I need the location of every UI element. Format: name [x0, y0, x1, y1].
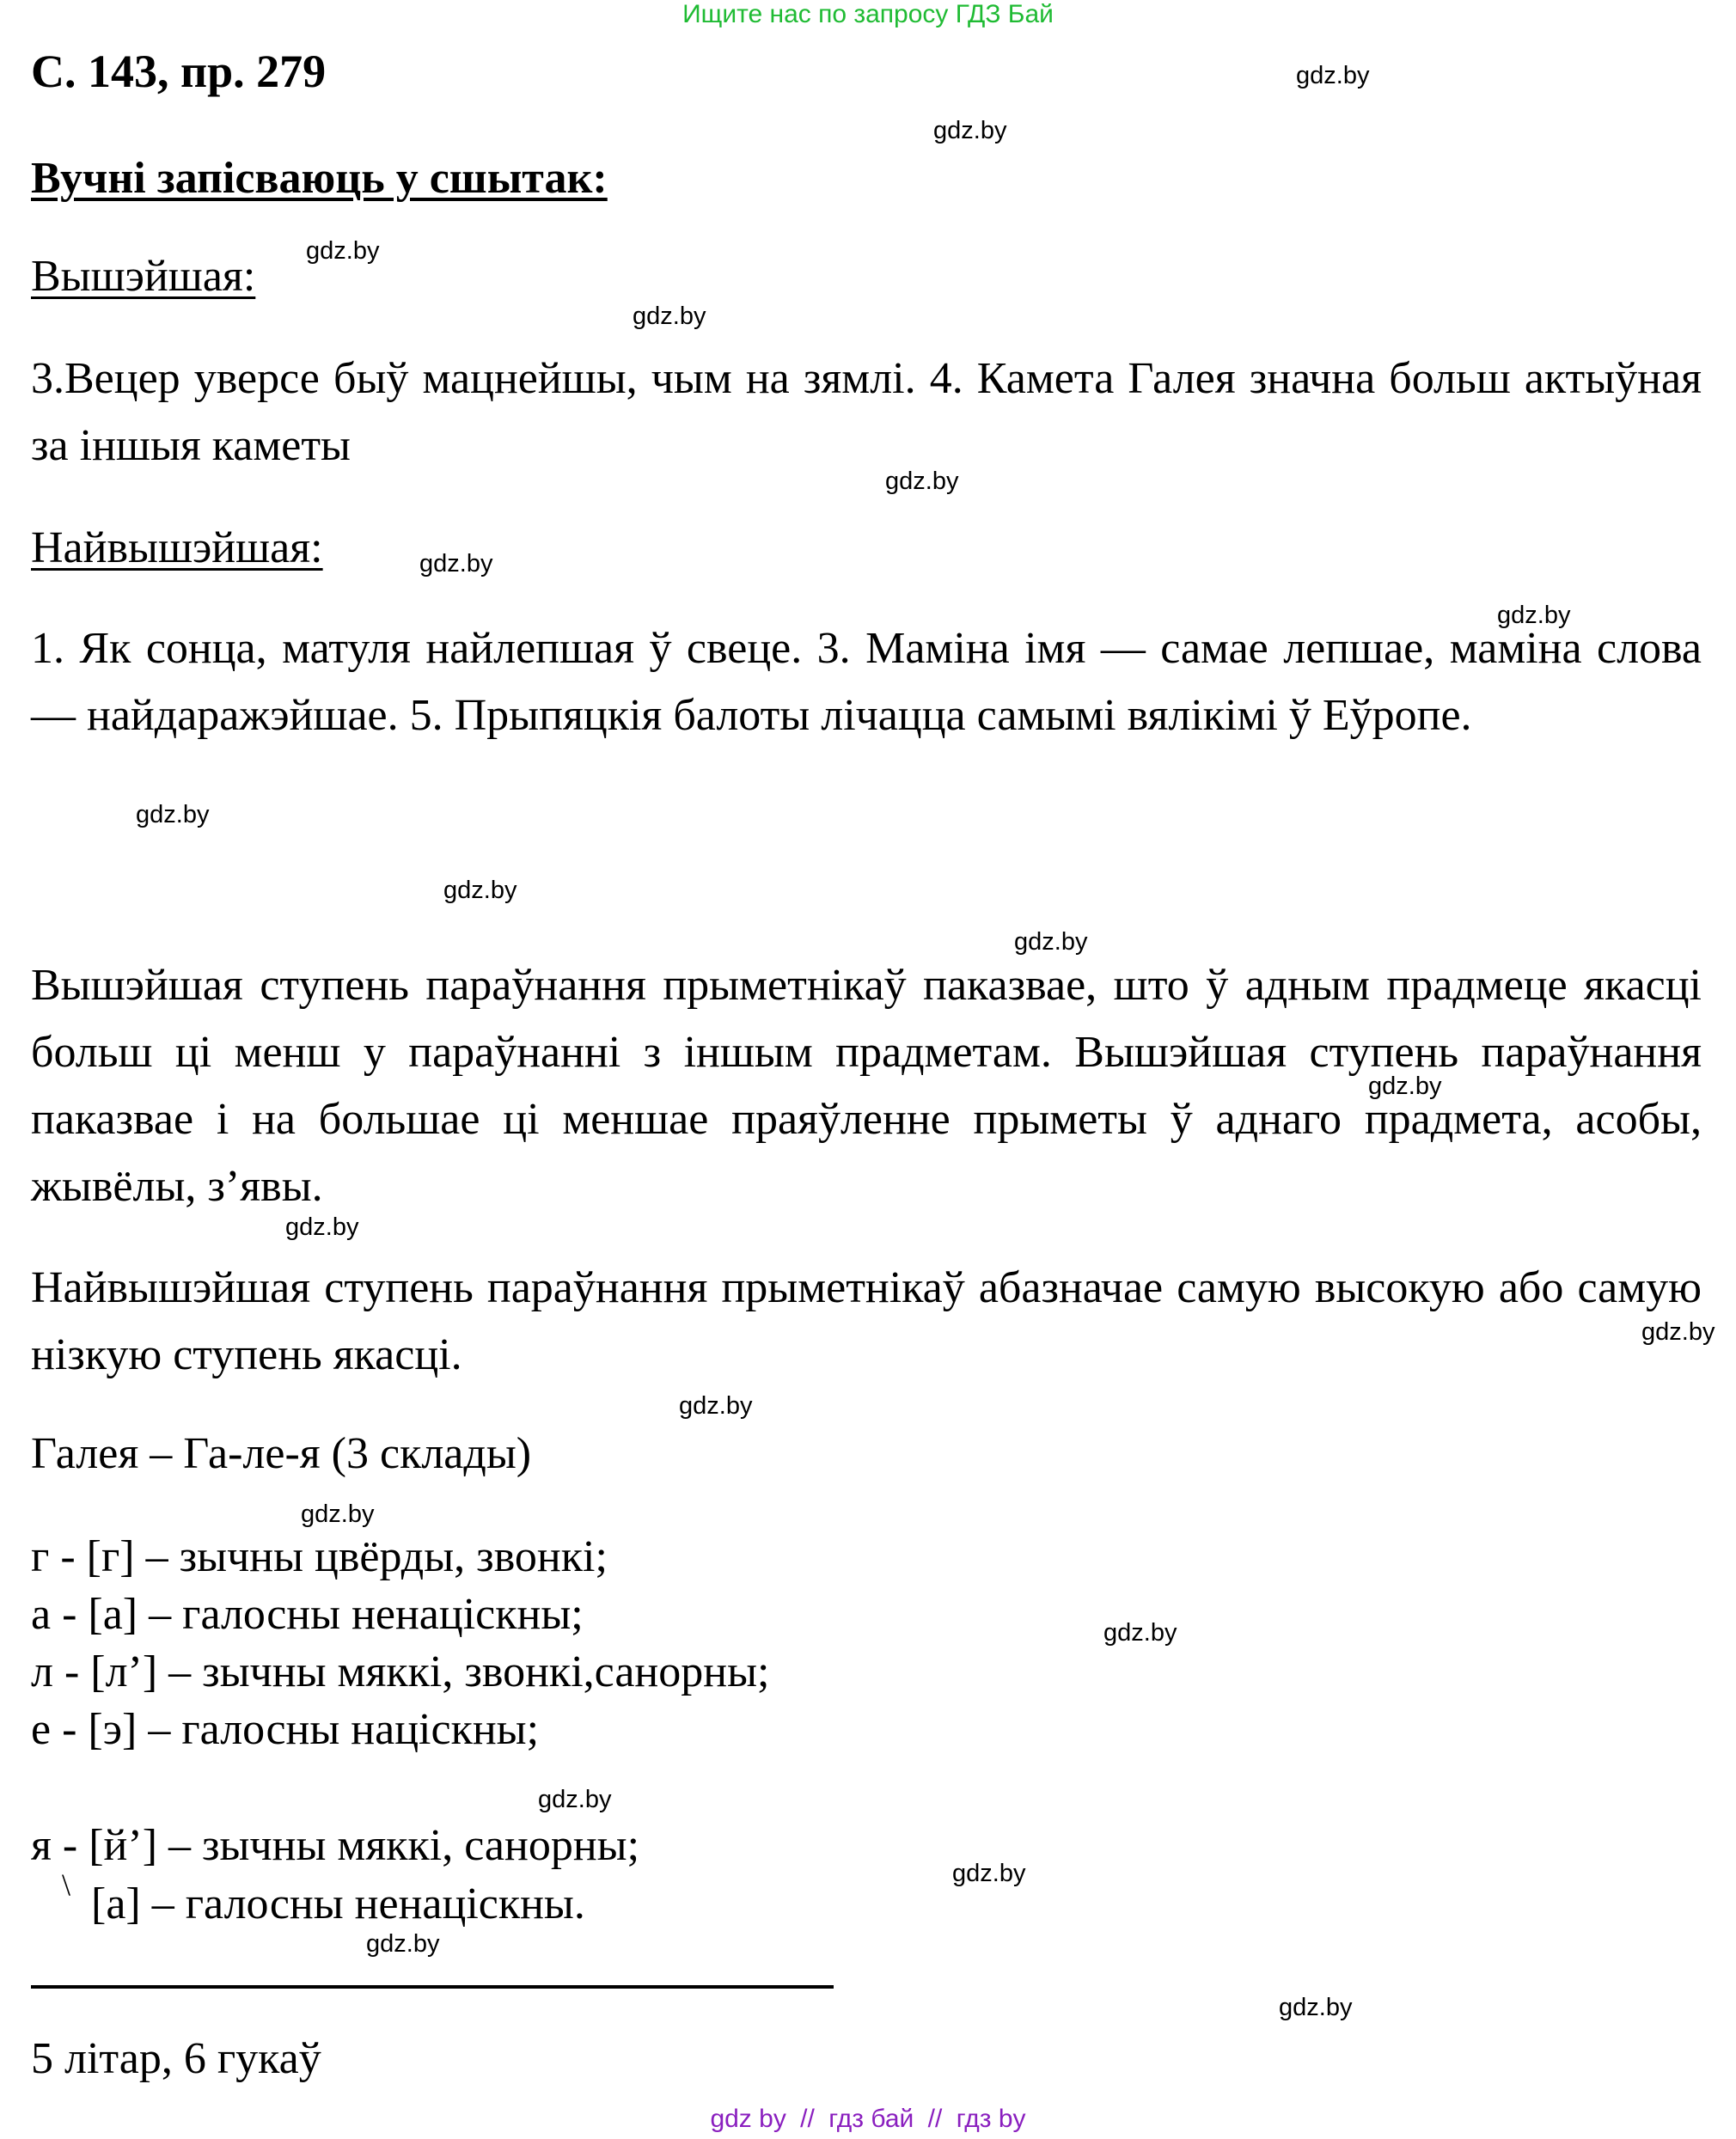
- watermark: gdz.by: [301, 1500, 375, 1528]
- watermark: gdz.by: [366, 1930, 440, 1958]
- watermark: gdz.by: [136, 801, 210, 828]
- page-title: С. 143, пр. 279: [31, 46, 327, 97]
- watermark: gdz.by: [1279, 1994, 1353, 2021]
- watermark: gdz.by: [443, 877, 517, 904]
- watermark: gdz.by: [306, 237, 380, 265]
- watermark: gdz.by: [1296, 62, 1370, 89]
- word-syllables: Галея – Га-ле-я (3 склады): [31, 1429, 532, 1478]
- watermark: gdz.by: [679, 1392, 753, 1420]
- phonetic-line: я - [й’] – зычны мяккі, санорны;: [31, 1821, 640, 1870]
- watermark: gdz.by: [1014, 928, 1088, 956]
- footer-link-gdz-by-cyr[interactable]: гдз by: [956, 2105, 1026, 2133]
- top-banner[interactable]: Ищите нас по запросу ГДЗ Бай: [682, 0, 1054, 28]
- watermark: gdz.by: [1103, 1619, 1177, 1647]
- superlative-examples: 1. Як сонца, матуля найлепшая ў свеце. 3. Маміна імя — самае лепшае, маміна слова — найдаражэйшае. 5. Прыпяцкія балоты лічацца самымі вялікімі ў Еўропе.: [31, 624, 1702, 740]
- watermark: gdz.by: [419, 550, 493, 578]
- phonetic-line: г - [г] – зычны цвёрды, звонкі;: [31, 1532, 608, 1581]
- superlative-rule: Найвышэйшая ступень параўнання прыметнікаў абазначае самую высокую або самую нізкую ступень якасці.: [31, 1263, 1702, 1379]
- watermark: gdz.by: [285, 1213, 359, 1241]
- footer-links: [0, 2105, 1736, 2134]
- divider: [31, 1985, 834, 1989]
- summary: 5 літар, 6 гукаў: [31, 2034, 321, 2083]
- comparative-label: Вышэйшая:: [31, 252, 256, 301]
- phonetic-line: [а] – галосны ненаціскны.: [91, 1879, 585, 1928]
- comparative-examples: 3.Вецер уверсе быў мацнейшы, чым на зямлі. 4. Камета Галея значна больш актыўная за іншыя каметы: [31, 354, 1702, 470]
- watermark: gdz.by: [952, 1860, 1026, 1887]
- watermark: gdz.by: [885, 468, 959, 495]
- watermark: gdz.by: [1368, 1073, 1442, 1100]
- watermark: gdz.by: [933, 117, 1007, 144]
- watermark: gdz.by: [1641, 1318, 1715, 1346]
- footer-link-gdz-bai[interactable]: гдз бай: [828, 2105, 914, 2133]
- phonetic-line: л - [л’] – зычны мяккі, звонкі,санорны;: [31, 1647, 770, 1696]
- comparative-rule: Вышэйшая ступень параўнання прыметнікаў паказвае, што ў адным прадмеце якасці больш ці менш у параўнанні з іншым прадметам. Вышэйшая ступень параўнання паказвае і на большае ці меншае праяўленне прыметы ў аднаго прадмета, асобы, жывёлы, з’явы.: [31, 961, 1702, 1211]
- footer-separator: //: [927, 2105, 943, 2133]
- watermark: gdz.by: [538, 1786, 612, 1813]
- phonetic-line: е - [э] – галосны націскны;: [31, 1705, 540, 1754]
- footer-separator: //: [800, 2105, 815, 2133]
- watermark: gdz.by: [633, 303, 706, 330]
- footer-link-gdz-by[interactable]: gdz by: [710, 2105, 786, 2133]
- section-heading: Вучні запісваюць у сшытак:: [31, 154, 608, 203]
- watermark: gdz.by: [1497, 602, 1571, 629]
- branch-mark: \: [62, 1867, 71, 1902]
- superlative-label: Найвышэйшая:: [31, 523, 323, 572]
- phonetic-line: а - [а] – галосны ненаціскны;: [31, 1590, 584, 1639]
